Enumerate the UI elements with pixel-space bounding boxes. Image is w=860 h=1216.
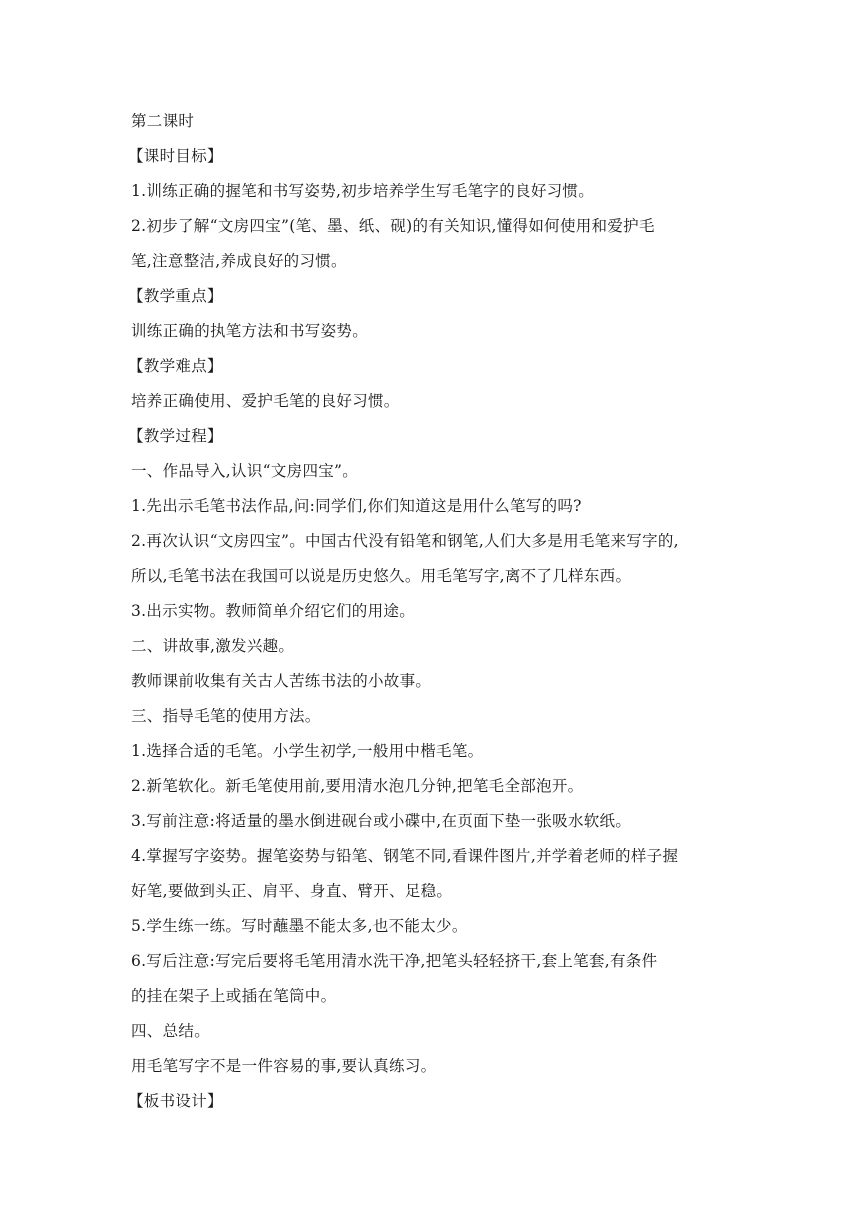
heading-objectives: 【课时目标】: [128, 147, 223, 165]
section-title: 第二课时: [131, 112, 195, 130]
paragraph-line: 好笔,要做到头正、肩平、身直、臂开、足稳。: [131, 882, 453, 900]
heading-key-points: 【教学重点】: [128, 287, 223, 305]
paragraph-line: 一、作品导入,认识“文房四宝”。: [131, 462, 359, 480]
paragraph-line: 2.新笔软化。新毛笔使用前,要用清水泡几分钟,把笔毛全部泡开。: [131, 777, 584, 795]
paragraph-line: 的挂在架子上或插在笔筒中。: [131, 987, 337, 1005]
paragraph-line: 用毛笔写字不是一件容易的事,要认真练习。: [131, 1057, 437, 1075]
document-body: [128, 107, 731, 1116]
paragraph-line: 笔,注意整洁,养成良好的习惯。: [131, 252, 347, 270]
paragraph-line: 1.训练正确的握笔和书写姿势,初步培养学生写毛笔字的良好习惯。: [131, 182, 595, 200]
heading-difficulties: 【教学难点】: [128, 357, 223, 375]
paragraph-line: 四、总结。: [131, 1022, 211, 1040]
paragraph-line: 5.学生练一练。写时蘸墨不能太多,也不能太少。: [131, 917, 468, 935]
paragraph-line: 培养正确使用、爱护毛笔的良好习惯。: [131, 392, 400, 410]
paragraph-line: 3.写前注意:将适量的墨水倒进砚台或小碟中,在页面下垫一张吸水软纸。: [131, 812, 632, 830]
paragraph-line: 1.先出示毛笔书法作品,问:同学们,你们知道这是用什么笔写的吗?: [131, 497, 582, 515]
paragraph-line: 2.再次认识“文房四宝”。中国古代没有铅笔和钢笔,人们大多是用毛笔来写字的,: [131, 532, 679, 550]
paragraph-line: 训练正确的执笔方法和书写姿势。: [131, 322, 369, 340]
paragraph-line: 教师课前收集有关古人苦练书法的小故事。: [131, 672, 432, 690]
paragraph-line: 三、指导毛笔的使用方法。: [131, 707, 321, 725]
paragraph-line: 所以,毛笔书法在我国可以说是历史悠久。用毛笔写字,离不了几样东西。: [131, 567, 632, 585]
paragraph-line: 2.初步了解“文房四宝”(笔、墨、纸、砚)的有关知识,懂得如何使用和爱护毛: [131, 217, 655, 235]
heading-process: 【教学过程】: [128, 427, 223, 445]
paragraph-line: 3.出示实物。教师简单介绍它们的用途。: [131, 602, 415, 620]
paragraph-line: 二、讲故事,激发兴趣。: [131, 637, 295, 655]
heading-board-design: 【板书设计】: [128, 1092, 223, 1110]
paragraph-line: 4.掌握写字姿势。握笔姿势与铅笔、钢笔不同,看课件图片,并学着老师的样子握: [131, 847, 679, 865]
paragraph-line: 6.写后注意:写完后要将毛笔用清水洗干净,把笔头轻轻挤干,套上笔套,有条件: [131, 952, 658, 970]
paragraph-line: 1.选择合适的毛笔。小学生初学,一般用中楷毛笔。: [131, 742, 484, 760]
